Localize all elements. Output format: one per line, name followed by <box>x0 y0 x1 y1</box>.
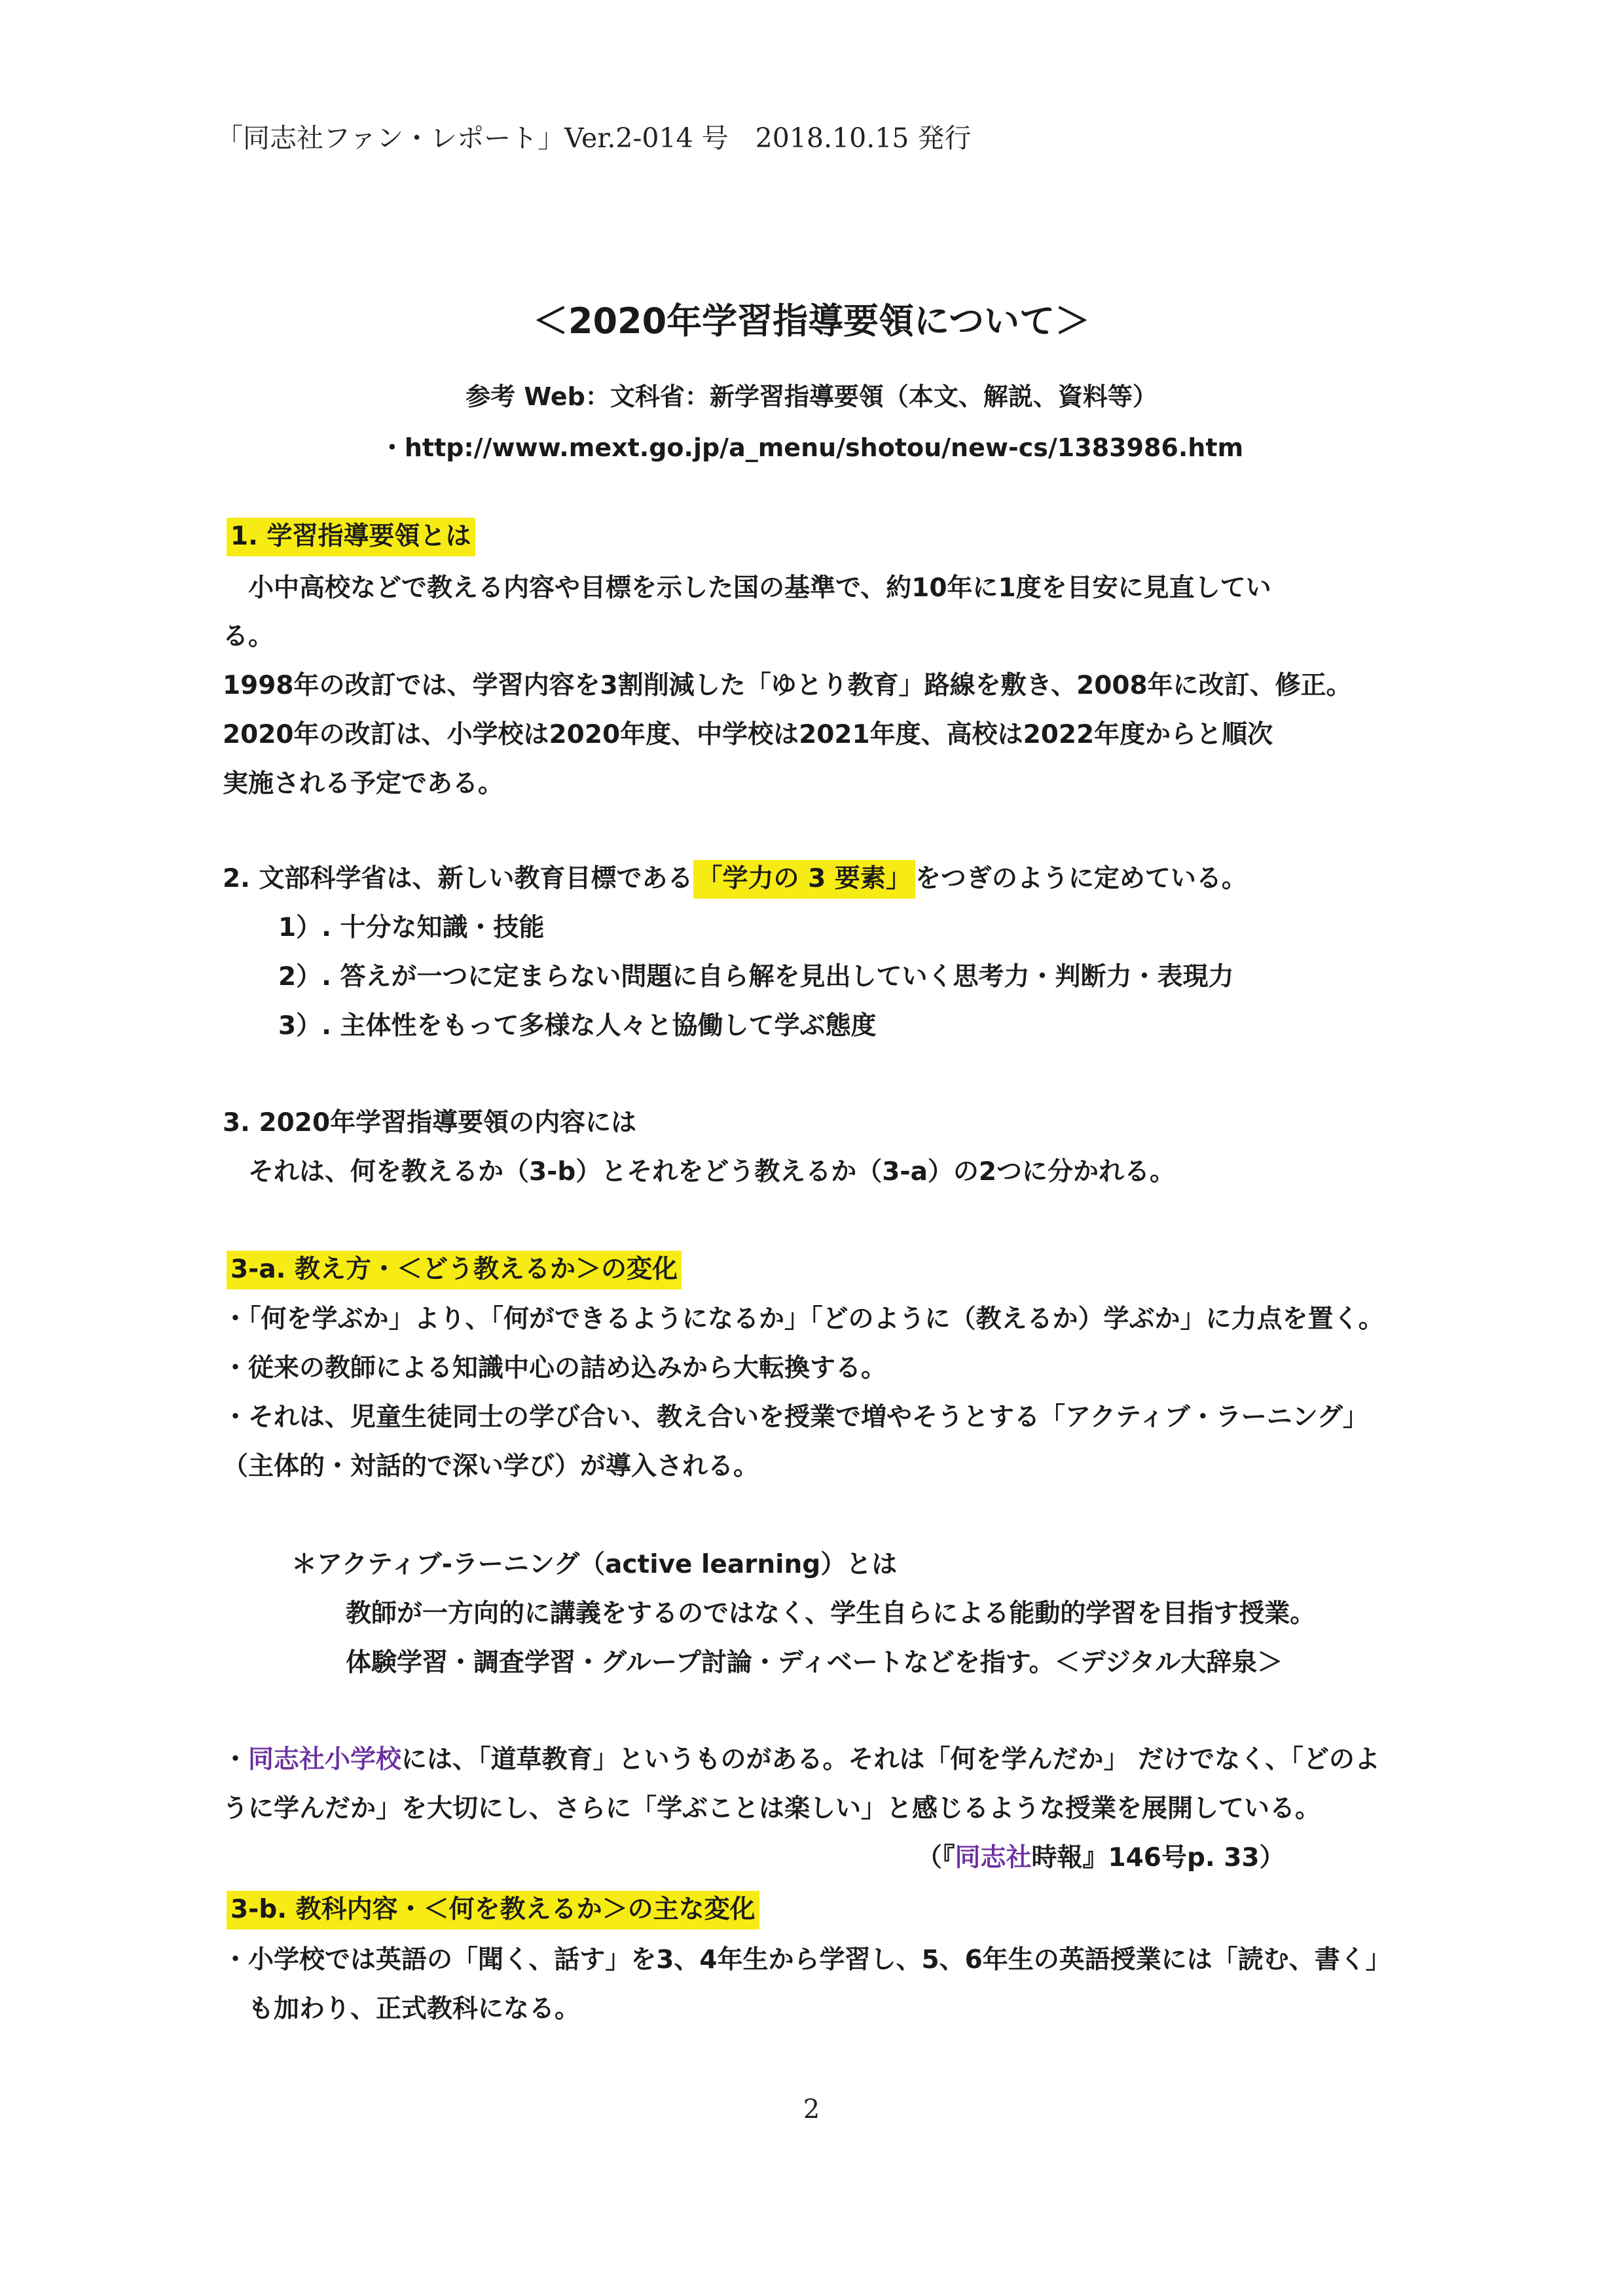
section1-line: 2020年の改訂は、小学校は2020年度、中学校は2021年度、高校は2022年度からと順次 <box>223 720 1273 749</box>
active-learning-definition: 体験学習・調査学習・グループ討論・ディベートなどを指す。＜デジタル大辞泉＞ <box>346 1648 1283 1677</box>
section1-line: る。 <box>223 622 274 651</box>
section2-heading <box>223 864 1247 895</box>
section3-line: それは、何を教えるか（3-b）とそれをどう教えるか（3-a）の2つに分かれる。 <box>223 1157 1176 1187</box>
citation-rest: 時報』146号p. 33） <box>1031 1843 1285 1873</box>
citation-doshisha: 同志社 <box>955 1843 1032 1873</box>
newsletter-header: 「同志社ファン・レポート」Ver.2-014 号 2018.10.15 発行 <box>216 122 972 154</box>
section1-heading <box>227 522 475 552</box>
section2-item: 3）. 主体性をもって多様な人々と協働して学ぶ態度 <box>278 1011 877 1041</box>
section3a-bullet: （主体的・対話的で深い学び）が導入される。 <box>223 1452 759 1481</box>
section3a-bullet: ・「何を学ぶか」より、「何ができるようになるか」「どのように（教えるか）学ぶか」に力点を置く。 <box>223 1304 1384 1334</box>
section2-item: 2）. 答えが一つに定まらない問題に自ら解を見出していく思考力・判断力・表現力 <box>278 962 1234 992</box>
section2-heading-text: 2. 文部科学省は、新しい教育目標である <box>223 864 693 893</box>
section3a-bullet: ・従来の教師による知識中心の詰め込みから大転換する。 <box>223 1354 887 1383</box>
doshisha-source-citation <box>917 1843 1285 1874</box>
section1-heading-highlight: 1. 学習指導要領とは <box>227 518 475 556</box>
section2-item: 1）. 十分な知識・技能 <box>278 913 545 942</box>
section3-heading: 3. 2020年学習指導要領の内容には <box>223 1108 637 1138</box>
reference-url: ・http://www.mext.go.jp/a_menu/shotou/new-cs/1383986.htm <box>379 433 1244 462</box>
section3a-heading <box>227 1255 682 1285</box>
citation-open: （『 <box>917 1843 955 1873</box>
bullet: ・ <box>223 1745 249 1774</box>
section1-line: 1998年の改訂では、学習内容を3割削減した「ゆとり教育」路線を敷き、2008年に改訂、修正。 <box>223 671 1352 700</box>
section3b-heading-highlight: 3-b. 教科内容・＜何を教えるか＞の主な変化 <box>227 1891 759 1929</box>
section1-line: 小中高校などで教える内容や目標を示した国の基準で、約10年に1度を目安に見直してい <box>223 573 1271 603</box>
section3b-line: ・小学校では英語の「聞く、話す」を3、4年生から学習し、5、6年生の英語授業には「読む、書く」 <box>223 1945 1391 1975</box>
reference-label: 参考 Web：文科省：新学習指導要領（本文、解説、資料等） <box>465 382 1158 411</box>
section3b-line: も加わり、正式教科になる。 <box>223 1994 581 2024</box>
active-learning-definition: 教師が一方向的に講義をするのではなく、学生自らによる能動的学習を目指す授業。 <box>346 1599 1316 1628</box>
section1-line: 実施される予定である。 <box>223 769 504 798</box>
active-learning-term: ＊アクティブ-ラーニング（active learning）とは <box>291 1550 898 1579</box>
section3b-heading <box>227 1895 759 1926</box>
doshisha-paragraph-line2: うに学んだか」を大切にし、さらに「学ぶことは楽しい」と感じるような授業を展開している。 <box>223 1794 1321 1823</box>
document-title: ＜2020年学習指導要領について＞ <box>532 300 1091 342</box>
doshisha-school-name: 同志社小学校 <box>248 1745 402 1774</box>
page-number: 2 <box>803 2094 820 2125</box>
doshisha-paragraph-text: には、「道草教育」というものがある。それは「何を学んだか」 だけでなく、「どのよ <box>401 1745 1380 1774</box>
section3a-heading-highlight: 3-a. 教え方・＜どう教えるか＞の変化 <box>227 1251 682 1289</box>
three-elements-highlight: 「学力の 3 要素」 <box>693 860 915 899</box>
section3a-bullet: ・それは、児童生徒同士の学び合い、教え合いを授業で増やそうとする「アクティブ・ラーニング」 <box>223 1403 1368 1432</box>
section2-heading-text-end: をつぎのように定めている。 <box>915 864 1247 893</box>
doshisha-school-paragraph <box>223 1745 1380 1776</box>
